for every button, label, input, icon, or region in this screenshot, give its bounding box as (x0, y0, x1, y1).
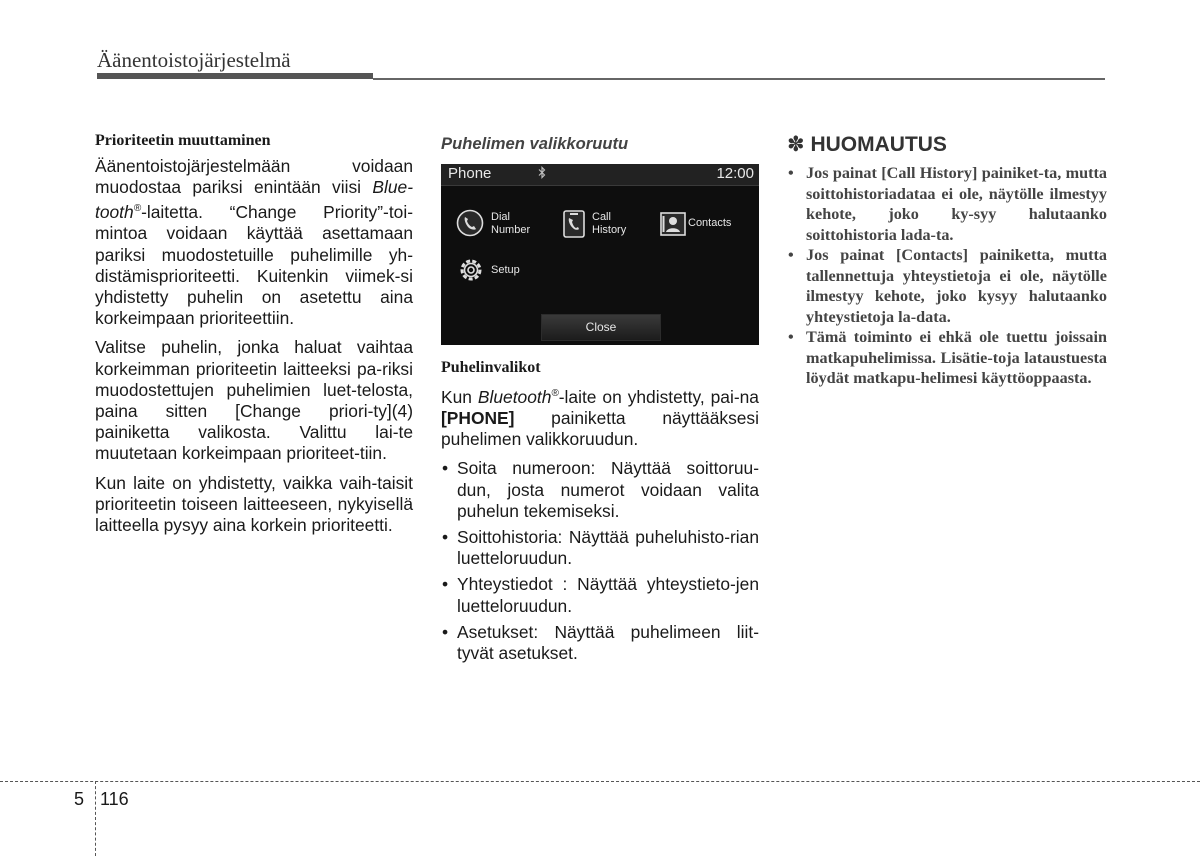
note-item (787, 327, 1107, 389)
contacts-label[interactable]: Contacts (688, 217, 732, 229)
list-item (441, 622, 759, 664)
bullet-dot: • (788, 246, 794, 264)
list-item (441, 574, 759, 616)
registered-mark: ® (551, 388, 559, 399)
dial-number-label[interactable] (491, 211, 530, 237)
close-button[interactable]: Close (541, 314, 661, 341)
note-item (787, 245, 1107, 327)
list-item (441, 527, 759, 569)
bullet-dot: • (442, 458, 449, 479)
phone-menu-list (441, 458, 759, 664)
bullet-dot: • (442, 621, 449, 642)
italic-bluetooth: Bluetooth (477, 386, 552, 407)
list-item-text: Soittohistoria: Näyttää puheluhisto-rian luetteloruudun. (457, 527, 759, 569)
list-item-text: Yhteystiedot : Näyttää yhteystieto-jen luetteloruudun. (457, 574, 759, 616)
section-heading-phone-menus: Puhelinvalikot (441, 359, 541, 376)
text-run: painiketta näyttääksesi puhelimen valikkoruudun. (441, 408, 759, 450)
page-number: 116 (100, 789, 129, 809)
note-item-text: Tämä toiminto ei ehkä ole tuettu joissain matkapuhelimissa. Lisätie-toja lataustuesta löydät matkapu-helimesi käyttöoppaasta. (806, 328, 1107, 387)
phone-status-bar (441, 164, 759, 186)
note-asterisk-icon: ✽ (787, 133, 805, 156)
column-phone-menu (441, 132, 759, 669)
phone-clock: 12:00 (716, 165, 754, 182)
dial-line1: Dial (491, 211, 510, 223)
phone-screen-title: Phone (448, 165, 492, 182)
contacts-icon[interactable] (659, 211, 687, 242)
setup-gear-icon[interactable] (457, 256, 485, 289)
column-priority (95, 132, 413, 544)
dial-number-icon[interactable] (456, 209, 484, 242)
text-run: -laitetta. “Change Priority”-toi-mintoa voidaan käyttää asettamaan pariksi muodostetuille puhelimille yh-distämisprioriteetti. Kuitenkin viimek-si yhdistetty puhelin on asetettu aina korkeimpaan prioriteettiin. (95, 202, 413, 329)
note-list (787, 163, 1107, 389)
call-history-label[interactable] (592, 211, 626, 237)
list-item-text: Soita numeroon: Näyttää soittoruu-dun, josta numerot voidaan valita puhelun tekemiseksi. (457, 458, 759, 521)
note-item-text: Jos painat [Contacts] painiketta, mutta tallennettuja yhteystietoja ei ole, näytölle ilmestyy kehote, joko kysyy halutaanko yhteystietoja la-data. (806, 246, 1107, 326)
figure-caption: Puhelimen valikkoruutu (441, 134, 629, 153)
text-run: Äänentoistojärjestelmään voidaan muodostaa pariksi enintään viisi (95, 156, 413, 198)
call-line1: Call (592, 211, 611, 223)
italic-bluetooth: Blue-tooth (95, 177, 413, 223)
registered-mark: ® (133, 203, 142, 215)
section-heading-priority: Prioriteetin muuttaminen (95, 132, 271, 149)
phone-key-label: [PHONE] (441, 408, 515, 428)
bullet-dot: • (442, 574, 449, 595)
text-run: -laite on yhdistetty, pai-na (558, 386, 759, 407)
call-line2: History (592, 224, 627, 236)
dial-line2: Number (491, 224, 531, 236)
header-rule-thin (373, 78, 1105, 80)
bullet-dot: • (788, 328, 794, 346)
page-header-title: Äänentoistojärjestelmä (97, 48, 291, 72)
note-item-text: Jos painat [Call History] painiket-ta, mutta soittohistoriadataa ei ole, näytölle ilmestyy kehote, joko ky-syy halutaanko soittohistoria lada-ta. (806, 164, 1107, 244)
note-heading (787, 132, 1107, 157)
setup-label[interactable]: Setup (491, 264, 520, 276)
bullet-dot: • (442, 527, 449, 548)
chapter-number: 5 (74, 789, 85, 809)
bullet-dot: • (788, 164, 794, 182)
paragraph-change-priority: Valitse puhelin, jonka haluat vaihtaa korkeimman prioriteetin laitteeksi pa-riksi muodostettujen puhelimien luet-telosta, paina sitten [Change priori-ty](4) painiketta valikosta. Valittu lai-te muutetaan korkeimpaan prioriteet-tiin. (95, 337, 413, 464)
paragraph-priority-intro (95, 156, 413, 329)
paragraph-current-device: Kun laite on yhdistetty, vaikka vaih-taisit prioriteetin toiseen laitteeseen, nykyisellä laitteella pysyy aina korkein prioriteetti. (95, 472, 413, 536)
column-note (787, 132, 1107, 389)
phone-menu-screenshot (441, 164, 759, 345)
note-item (787, 163, 1107, 245)
paragraph-phone-intro (441, 383, 759, 450)
footer-divider (95, 781, 96, 856)
text-run: Kun (441, 386, 478, 407)
list-item (441, 458, 759, 522)
note-title: HUOMAUTUS (810, 133, 947, 156)
list-item-text: Asetukset: Näyttää puhelimeen liit-tyvät asetukset. (457, 621, 759, 664)
footer-rule (0, 781, 1200, 782)
header-rule-thick (97, 73, 373, 79)
bluetooth-icon (538, 166, 546, 182)
call-history-icon[interactable] (561, 209, 587, 244)
